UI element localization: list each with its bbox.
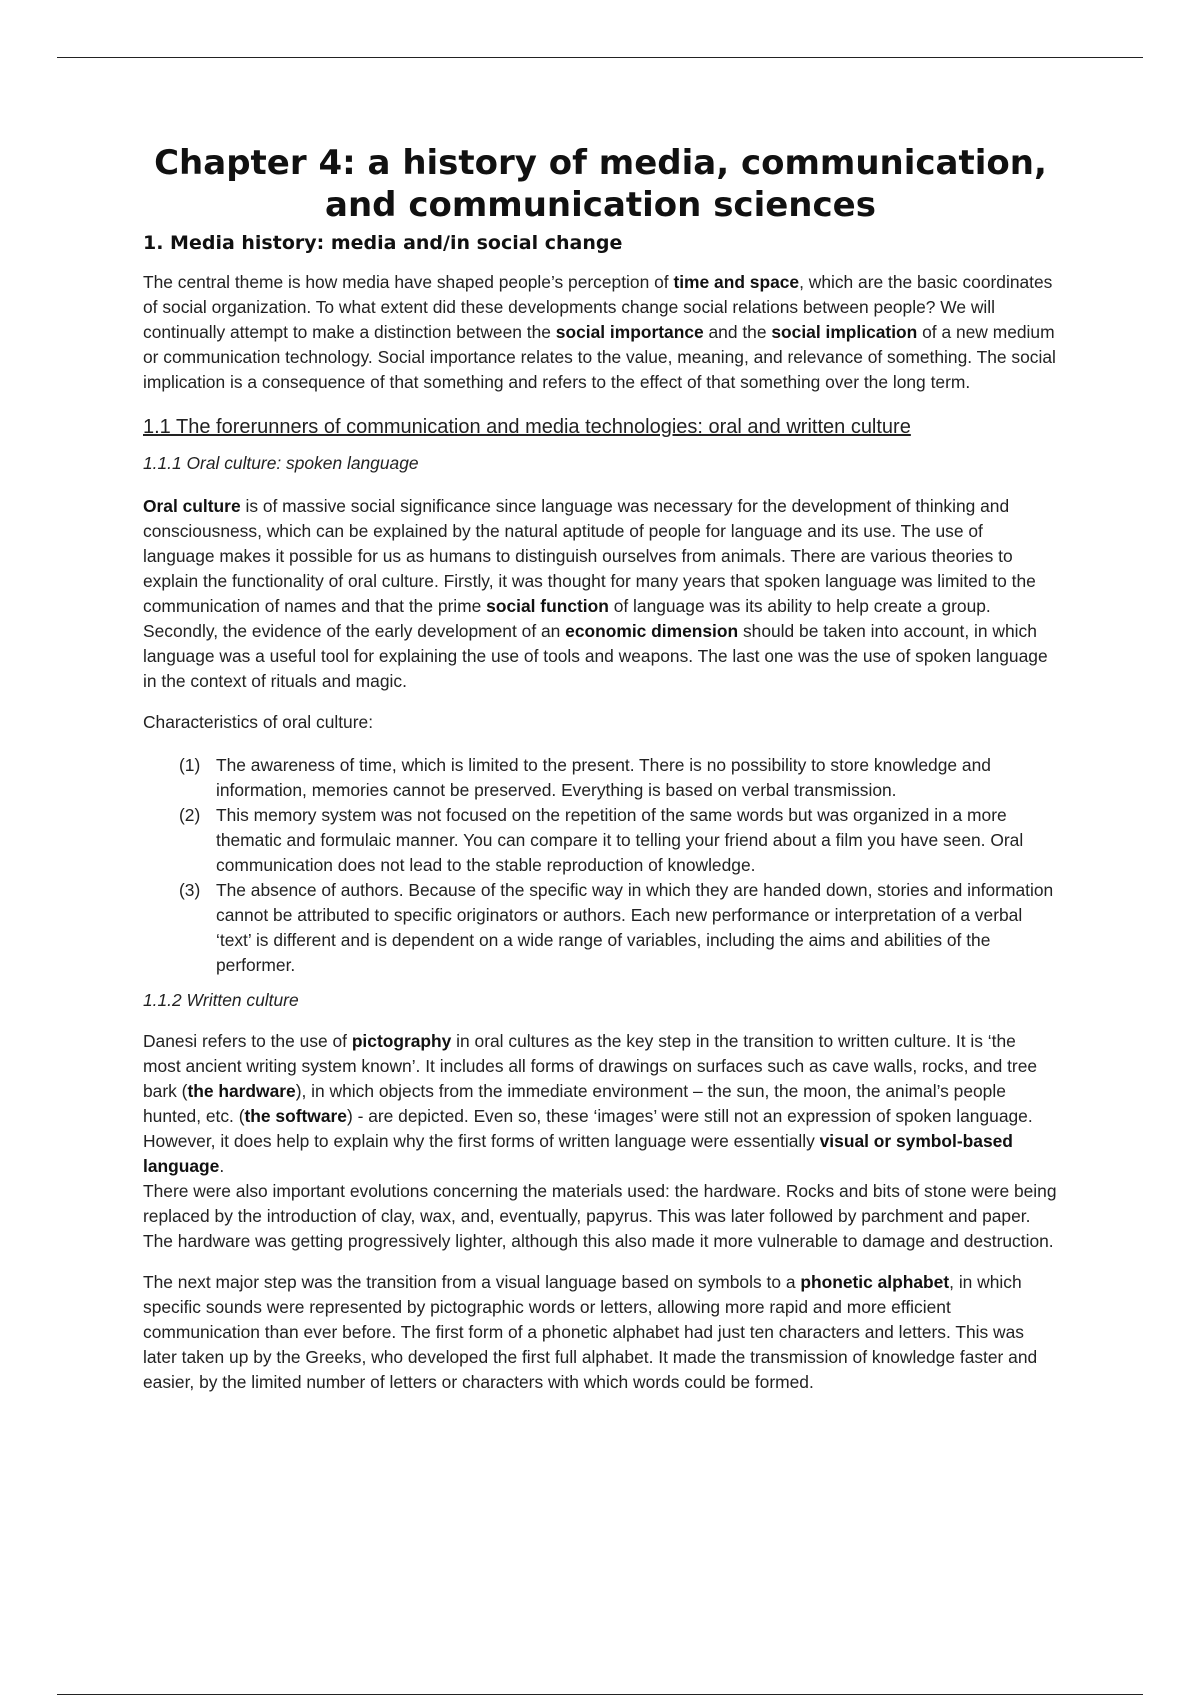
bold-term: phonetic alphabet [800, 1272, 950, 1292]
text-run: , which are the basic coordinates of social organization. To what extent did these developments change social relations between people? We will continually attempt to make a distinction between the [143, 272, 1053, 342]
footer-rule [57, 1694, 1143, 1695]
bold-term: Oral culture [143, 496, 241, 516]
document-body [143, 142, 1058, 1395]
text-run: ), in which objects from the immediate environment – the sun, the moon, the animal’s people hunted, etc. ( [143, 1081, 1006, 1126]
bold-term: economic dimension [565, 621, 739, 641]
characteristics-list [143, 753, 1058, 978]
characteristics-intro: Characteristics of oral culture: [143, 712, 374, 732]
text-run: , in which specific sounds were represented by pictographic words or letters, allowing more rapid and more efficient communication than ever before. The first form of a phonetic alphabet had just ten characters and letters. This was later taken up by the Greeks, who developed the first full alphabet. It made the transmission of knowledge faster and easier, by the limited number of letters or characters with which words could be formed. [143, 1272, 1038, 1392]
text-run: is of massive social significance since language was necessary for the development of thinking and consciousness, which can be explained by the natural aptitude of people for language and its use. The use of language makes it possible for us as humans to distinguish ourselves from animals. There are various theories to explain the functionality of oral culture. Firstly, it was thought for many years that spoken language was limited to the communication of names and that the prime [143, 496, 1036, 616]
written-culture-paragraph-3 [143, 1270, 1058, 1395]
list-item: (3) The absence of authors. Because of the specific way in which they are handed down, stories and information cannot be attributed to specific originators or authors. Each new performance or interpretation of a verbal ‘text’ is different and is dependent on a wide range of variables, including the aims and abilities of the performer. [179, 880, 1054, 975]
bold-term: the software [244, 1106, 347, 1126]
section-heading: 1. Media history: media and/in social change [143, 232, 623, 254]
subsection-heading: 1.1 The forerunners of communication and media technologies: oral and written culture [143, 416, 911, 438]
bold-term: social importance [555, 322, 704, 342]
list-item: (2) This memory system was not focused on the repetition of the same words but was organized in a more thematic and formulaic manner. You can compare it to telling your friend about a film you have seen. Oral communication does not lead to the stable reproduction of knowledge. [179, 805, 1024, 875]
header-rule [57, 57, 1143, 58]
oral-culture-paragraph [143, 494, 1058, 694]
chapter-title: Chapter 4: a history of media, communication, and communication sciences [154, 143, 1047, 225]
text-run: ) - are depicted. Even so, these ‘images’ were still not an expression of spoken language. However, it does help to explain why the first forms of written language were essentially [143, 1106, 1033, 1151]
text-run: and the [703, 322, 772, 342]
written-culture-paragraph-2: There were also important evolutions concerning the materials used: the hardware. Rocks and bits of stone were being replaced by the introduction of clay, wax, and, eventually, papyrus. This was later followed by parchment and paper. The hardware was getting progressively lighter, although this also made it more vulnerable to damage and destruction. [143, 1181, 1057, 1251]
written-culture-heading: 1.1.2 Written culture [143, 990, 299, 1010]
bold-term: pictography [351, 1031, 452, 1051]
bold-term: social function [486, 596, 609, 616]
bold-term: visual or symbol-based language [143, 1131, 1013, 1176]
written-culture-paragraph-1 [143, 1029, 1058, 1179]
list-item: (1) The awareness of time, which is limited to the present. There is no possibility to store knowledge and information, memories cannot be preserved. Everything is based on verbal transmission. [179, 755, 991, 800]
text-run: of language was its ability to help create a group. Secondly, the evidence of the early development of an [143, 596, 991, 641]
text-run: Danesi refers to the use of [143, 1031, 352, 1051]
bold-term: social implication [771, 322, 918, 342]
text-run: of a new medium or communication technology. Social importance relates to the value, meaning, and relevance of something. The social implication is a consequence of that something and refers to the effect of that something over the long term. [143, 322, 1056, 392]
oral-culture-heading: 1.1.1 Oral culture: spoken language [143, 453, 419, 473]
text-run: in oral cultures as the key step in the transition to written culture. It is ‘the most ancient writing system known’. It includes all forms of drawings on surfaces such as cave walls, rocks, and tree bark ( [143, 1031, 1038, 1101]
text-run: should be taken into account, in which language was a useful tool for explaining the use of tools and weapons. The last one was the use of spoken language in the context of rituals and magic. [143, 621, 1048, 691]
text-run: . [219, 1156, 225, 1176]
text-run: The next major step was the transition from a visual language based on symbols to a [143, 1272, 801, 1292]
bold-term: the hardware [187, 1081, 296, 1101]
bold-term: time and space [673, 272, 800, 292]
text-run: The central theme is how media have shaped people’s perception of [143, 272, 674, 292]
intro-paragraph [143, 270, 1058, 395]
